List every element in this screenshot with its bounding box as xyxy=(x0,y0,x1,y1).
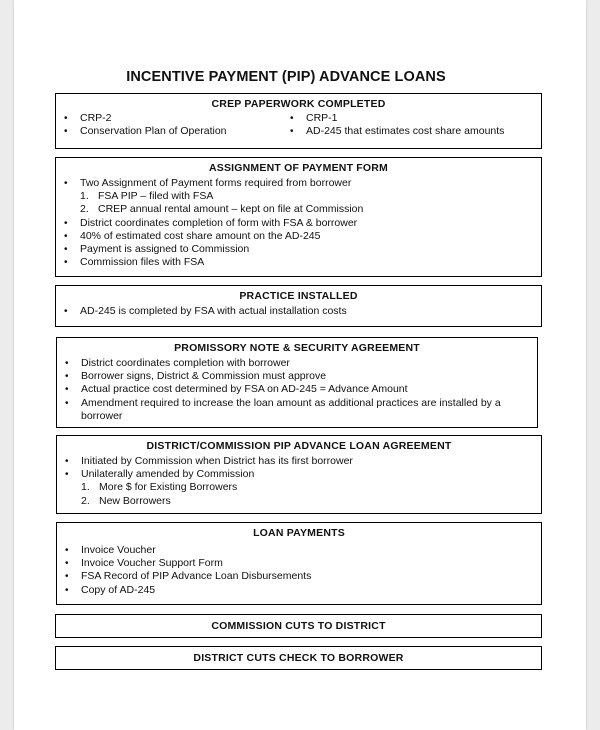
section-commission-cuts xyxy=(55,614,542,638)
section-loan-payments xyxy=(56,522,542,605)
list-item: • Invoice Voucher Support Form xyxy=(57,557,541,570)
list-item: • Invoice Voucher xyxy=(57,544,541,557)
list-item: • Payment is assigned to Commission xyxy=(56,243,541,256)
section-loan-agreement xyxy=(56,435,542,514)
document-title: INCENTIVE PAYMENT (PIP) ADVANCE LOANS xyxy=(126,69,446,85)
list-item: • Unilaterally amended by Commission xyxy=(57,468,541,481)
list-item: 1. More $ for Existing Borrowers xyxy=(81,481,238,494)
list-item: • Conservation Plan of Operation xyxy=(56,125,288,138)
section-district-check xyxy=(55,646,542,670)
list-item: • Commission files with FSA xyxy=(56,256,541,269)
section-practice-installed xyxy=(55,285,542,327)
list-item: • AD-245 is completed by FSA with actual installation costs xyxy=(56,305,541,318)
list-item: • CRP-2 xyxy=(56,112,288,125)
list-item: • CRP-1 xyxy=(288,112,541,125)
list-item: 2. New Borrowers xyxy=(81,494,171,507)
list-item: • Two Assignment of Payment forms required from borrower xyxy=(56,177,541,190)
section-promissory-note xyxy=(56,337,538,428)
list-item: • Borrower signs, District & Commission must approve xyxy=(57,370,511,383)
list-item: 2. CREP annual rental amount – kept on file at Commission xyxy=(80,203,364,216)
list-item: • Initiated by Commission when District has its first borrower xyxy=(57,455,541,468)
list-item: • FSA Record of PIP Advance Loan Disbursements xyxy=(57,570,541,583)
list-item: • Copy of AD-245 xyxy=(57,584,541,597)
list-item: • Actual practice cost determined by FSA on AD-245 = Advance Amount xyxy=(57,383,511,396)
section-heading: LOAN PAYMENTS xyxy=(253,527,345,539)
section-heading: CREP PAPERWORK COMPLETED xyxy=(211,98,386,110)
section-heading: DISTRICT CUTS CHECK TO BORROWER xyxy=(193,652,404,664)
document-page xyxy=(14,0,586,730)
section-heading: ASSIGNMENT OF PAYMENT FORM xyxy=(208,162,389,174)
list-item: • District coordinates completion of form with FSA & borrower xyxy=(56,217,541,230)
list-item: • District coordinates completion with borrower xyxy=(57,357,511,370)
list-item: 1. FSA PIP – filed with FSA xyxy=(80,190,214,203)
list-item: • 40% of estimated cost share amount on the AD-245 xyxy=(56,230,541,243)
section-crep-paperwork xyxy=(55,93,542,149)
section-heading: COMMISSION CUTS TO DISTRICT xyxy=(211,620,386,632)
list-item: • AD-245 that estimates cost share amounts xyxy=(288,125,541,138)
section-heading: PRACTICE INSTALLED xyxy=(239,290,358,302)
section-heading: DISTRICT/COMMISSION PIP ADVANCE LOAN AGREEMENT xyxy=(146,440,452,452)
section-heading: PROMISSORY NOTE & SECURITY AGREEMENT xyxy=(174,342,420,354)
list-item: • Amendment required to increase the loan amount as additional practices are installed by a borrower xyxy=(57,397,511,423)
section-assignment-of-payment xyxy=(55,157,542,277)
